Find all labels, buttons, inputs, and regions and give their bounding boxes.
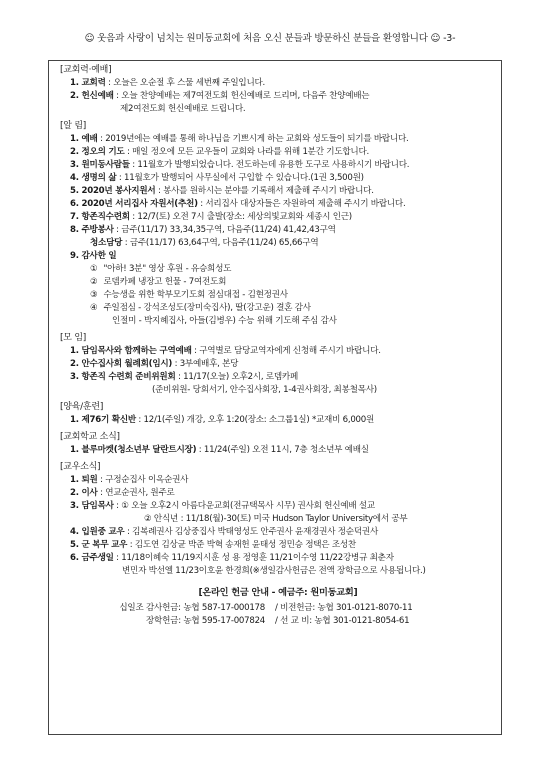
list-item [60,526,496,539]
item-text: : 11/18이혜숙 11/19지시훈 성 용 정영훈 11/21이수영 11/22강병규 최춘자 [113,553,394,563]
list-item [60,198,496,211]
item-head: 3. 항존직 수련회 준비위원회 [70,372,176,382]
item-head: 2. 이사 [70,488,98,498]
bank-account-mission: / 선 교 비: 농협 301-0121-8054-61 [275,616,410,626]
item-text: : 11/24(주일) 오전 11시, 7층 청소년부 예배실 [196,445,369,455]
bulletin-content [60,64,496,628]
list-item [60,500,496,513]
item-text: : 11/17(오늘) 오후2시, 로뎀카페 [175,372,299,382]
item-head: 1. 교회력 [70,78,106,88]
circle-number: ② [90,277,98,287]
item-text: : 11월호가 발행되어 사무실에서 구입할 수 있습니다.(1권 3,500원) [116,173,364,183]
item-head: 6. 금주생일 [70,553,114,563]
page-header: ☺ 웃음과 사랑이 넘치는 원미동교회에 처음 오신 분들과 방문하신 분들을 환영합니다 ☺ -3- [84,33,456,44]
thanks-item [60,276,496,289]
thanks-text: 로뎀카페 냉장고 헌물 - 7여전도회 [103,277,227,287]
item-head: 4. 입원중 교우 [70,527,125,537]
bank-account-scholarship: 장학헌금: 농협 595-17-007824 [145,616,265,626]
item-head: 7. 항존직수련회 [70,212,130,222]
item-head: 9. 감사한 일 [70,251,117,261]
item-text: : 매일 정오에 모든 교우들이 교회와 나라를 위해 1분간 기도합니다. [124,147,370,157]
online-offering-info [60,586,496,628]
list-item [60,237,496,250]
list-item [60,539,496,552]
item-head: 4. 생명의 삶 [70,173,117,183]
item-head: 2. 안수집사회 월례회(임시) [70,359,173,369]
item-head: 5. 군 복무 교우 [70,540,128,550]
item-text: : 오늘은 오순절 후 스물 세번째 주일입니다. [105,78,266,88]
circle-number: ① [90,264,98,274]
list-item [60,159,496,172]
thanks-text: "아하! 3분" 영상 후원 - 유승희성도 [103,264,232,274]
item-text: : 12/1(주일) 개강, 오후 1:20(장소: 소그룹1실) *교재비 6,000원 [135,415,375,425]
thanks-item-continued: 인절미 - 박지혜집사, 아들(김병우) 수능 위해 기도해 주심 감사 [112,316,337,326]
list-item [60,90,496,103]
list-item [60,77,496,90]
item-text: : 봉사를 원하시는 분야를 기록해서 제출해 주시기 바랍니다. [155,186,374,196]
item-text: : 2019년에는 예배를 통해 하나님을 기쁘시게 하는 교회와 성도들이 되기를 바랍니다. [97,134,409,144]
thanks-item [60,263,496,276]
item-text: : 구정순집사 이옥순권사 [97,475,189,485]
list-item-continued: ② 안식년 : 11/18(월)-30(토) 미국 Hudson Taylor University에서 공부 [144,514,408,524]
item-text: : 서리집사 대상자들은 자원하여 제출해 주시기 바랍니다. [197,199,406,209]
list-item [60,552,496,565]
item-head: 3. 원미동사람들 [70,160,130,170]
thanks-item [60,302,496,315]
list-item [60,487,496,500]
list-item [60,444,496,457]
list-item [60,414,496,427]
item-head: 1. 퇴원 [70,475,98,485]
item-head: 1. 블루마켓(청소년부 달란트시장) [70,445,197,455]
list-item [60,211,496,224]
list-item [60,185,496,198]
item-head: 8. 주방봉사 [70,225,114,235]
section-title-member-news: [교우소식] [60,462,101,472]
list-item [60,224,496,237]
list-item-continued: 제2여전도회 헌신예배로 드립니다. [120,104,246,114]
item-text: : 11월호가 발행되었습니다. 전도하는데 유용한 도구로 사용하시기 바랍니다. [129,160,410,170]
list-item [60,172,496,185]
section-title-meetings: [모 임] [60,333,87,343]
bank-row [60,615,496,628]
item-head: 3. 담임목사 [70,501,114,511]
list-item [60,474,496,487]
list-item [60,133,496,146]
item-text: : 금주(11/17) 33,34,35구역, 다음주(11/24) 41,42,43구역 [113,225,336,235]
circle-number: ③ [90,290,98,300]
item-text: : 3부예배후, 본당 [172,359,239,369]
section-title-training: [양육/훈련] [60,402,104,412]
thanks-text: 수능생을 위한 학부모기도회 점심대접 - 김현정권사 [103,290,288,300]
list-item-continued: 변민자 박선엘 11/23이호윤 한경희(※생일감사헌금은 전액 장학금으로 사용됩니다.) [122,566,426,576]
item-head: 1. 제76기 확신반 [70,415,136,425]
item-text: : 연교순권사, 원주로 [97,488,175,498]
item-text: : 금주(11/17) 63,64구역, 다음주(11/24) 65,66구역 [122,238,319,248]
section-title-worship: [교회력·예배] [60,65,112,75]
item-head: 6. 2020년 서리집사 자원서(추천) [70,199,198,209]
section-title-notices: [알 림] [60,121,87,131]
bank-row [60,602,496,615]
item-head: 1. 예배 [70,134,98,144]
item-text: : ① 오늘 오후2시 아름다운교회(전규택목사 시무) 권사회 헌신예배 설교 [113,501,375,511]
bank-account-vision: / 비전헌금: 농협 301-0121-8070-11 [275,603,413,613]
thanks-text: 주일점심 - 강석조성도(장미숙집사), 딸(강고운) 결혼 감사 [103,303,311,313]
item-head: 2. 헌신예배 [70,91,114,101]
list-item [60,250,496,263]
thanks-item [60,289,496,302]
bank-account-tithe: 십일조 감사헌금: 농협 587-17-000178 [119,603,265,613]
item-head: 청소담당 [90,238,123,248]
list-item [60,371,496,384]
item-head: 1. 담임목사와 함께하는 구역예배 [70,346,192,356]
list-item [60,358,496,371]
item-text: : 김복례권사 김상중집사 박태영성도 안주권사 윤재경권사 정순덕권사 [124,527,379,537]
item-text: : 김도연 김상균 박준 박혁 송재헌 윤태성 정민승 정택은 조성찬 [127,540,356,550]
item-head: 5. 2020년 봉사지원서 [70,186,156,196]
item-text: : 구역별로 담당교역자에게 신청해 주시기 바랍니다. [191,346,381,356]
section-title-church-school: [교회학교 소식] [60,432,120,442]
offering-title: [온라인 헌금 안내 - 예금주: 원미동교회] [198,587,358,598]
list-item-continued: (준비위원- 당회서기, 안수집사회장, 1-4권사회장, 최봉철목사) [152,385,377,395]
item-text: : 12/7(토) 오전 7시 출발(장소: 세상의빛교회와 세종시 인근) [129,212,352,222]
circle-number: ④ [90,303,98,313]
list-item [60,345,496,358]
item-text: : 오늘 찬양예배는 제7여전도회 헌신예배로 드리며, 다음주 찬양예배는 [113,91,370,101]
item-head: 2. 정오의 기도 [70,147,125,157]
list-item [60,146,496,159]
